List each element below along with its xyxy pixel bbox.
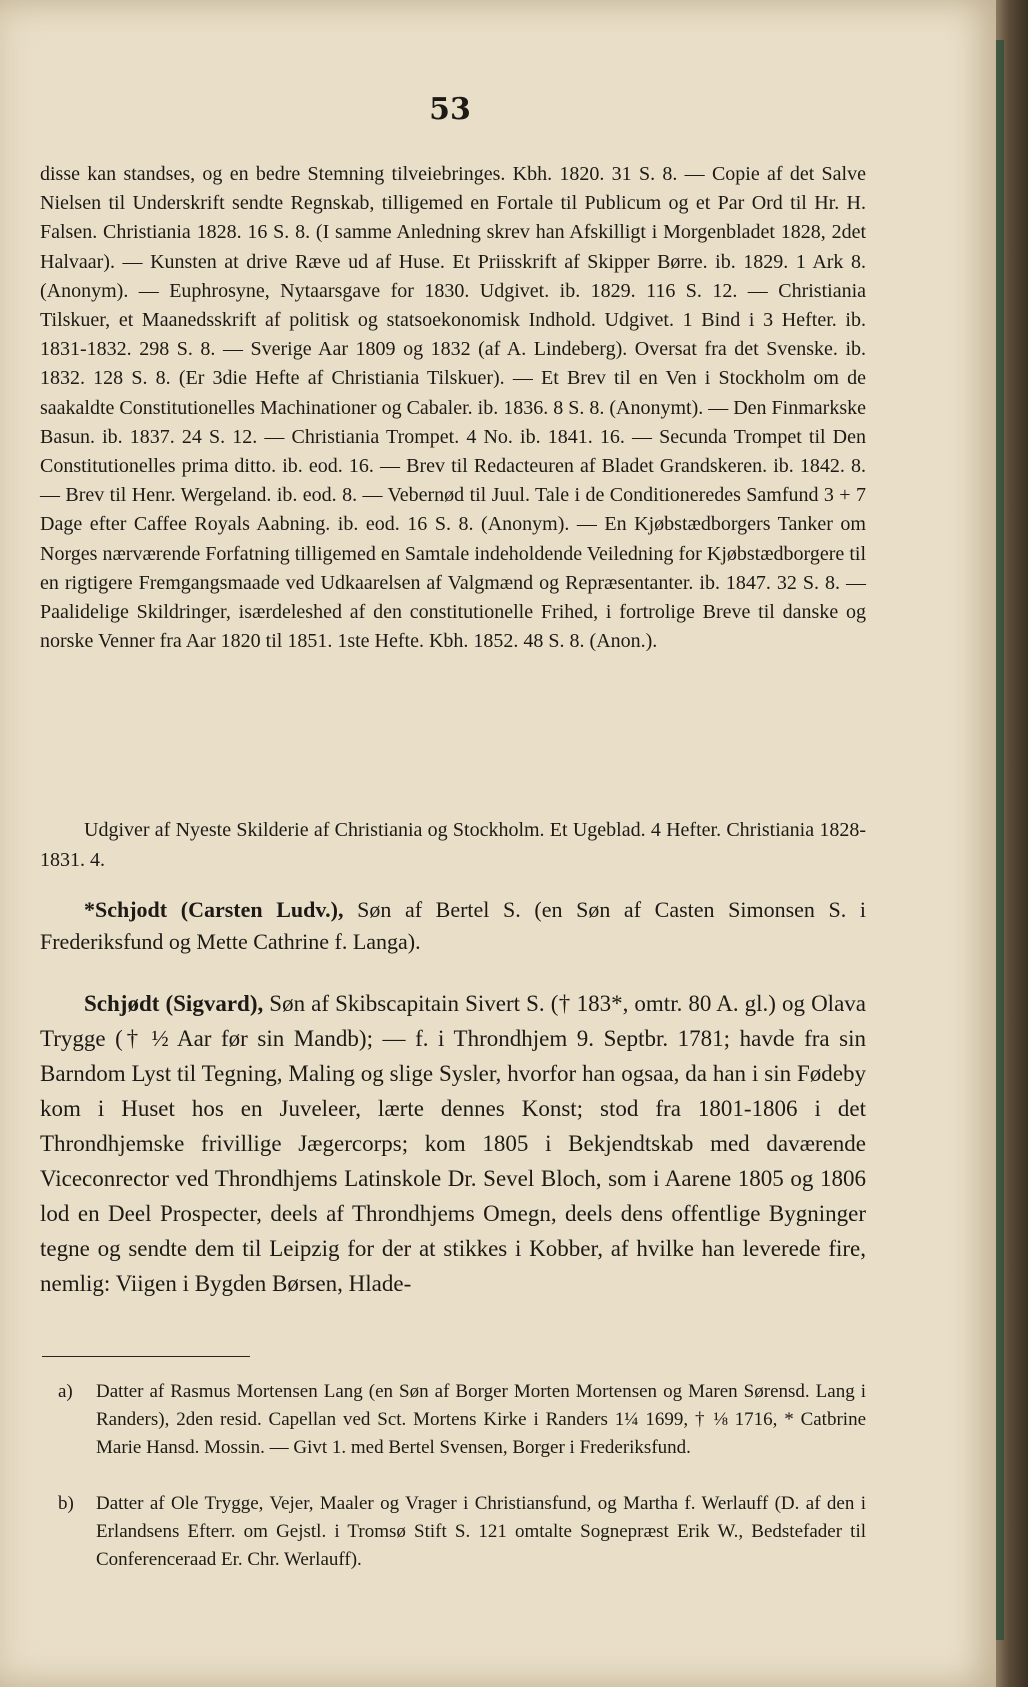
footnote-a-mark: a) bbox=[58, 1381, 73, 1402]
footnote-a bbox=[40, 1378, 866, 1462]
bibliography-text: disse kan standses, og en bedre Stemning tilveiebringes. Kbh. 1820. 31 S. 8. — Copie af det Salve Nielsen til Underskrift sendte Regnskab, tilligemed en Fortale til Publicum og et Par Ord til Hr. H. Falsen. Christiania 1828. 16 S. 8. (I samme Anledning skrev han Afskilligt i Morgenbladet 1828, 2det Halvaar). — Kunsten at drive Ræve ud af Huse. Et Priisskrift af Skipper Børre. ib. 1829. 1 Ark 8. (Anonym). — Euphrosyne, Nytaarsgave for 1830. Udgivet. ib. 1829. 116 S. 12. — Christiania Tilskuer, et Maanedsskrift af politisk og statsoekonomisk Indhold. Udgivet. 1 Bind i 3 Hefter. ib. 1831-1832. 298 S. 8. — Sverige Aar 1809 og 1832 (af A. Lindeberg). Oversat fra det Svenske. ib. 1832. 128 S. 8. (Er 3die Hefte af Christiania Tilskuer). — Et Brev til en Ven i Stockholm om de saakaldte Constitutionelles Machinationer og Cabaler. ib. 1836. 8 S. 8. (Anonymt). — Den Finmarkske Basun. ib. 1837. 24 S. 12. — Christiania Trompet. 4 No. ib. 1841. 16. — Secunda Trompet til Den Constitutionelles prima ditto. ib. eod. 16. — Brev til Redacteuren af Bladet Grandskeren. ib. 1842. 8. — Brev til Henr. Wergeland. ib. eod. 8. — Vebernød til Juul. Tale i de Conditioneredes Samfund 3 + 7 Dage efter Caffee Royals Aabning. ib. eod. 16 S. 8. (Anonym). — En Kjøbstædborgers Tanker om Norges nærværende Forfatning tilligemed en Samtale indeholdende Veiledning for Kjøbstædborgere til en rigtigere Fremgangsmaade ved Udkaarelsen af Valgmænd og Repræsentanter. ib. 1847. 32 S. 8. — Paalidelige Skildringer, isærdeleshed af den constitutionelle Frihed, i fortrolige Breve til danske og norske Venner fra Aar 1820 til 1851. 1ste Hefte. Kbh. 1852. 48 S. 8. (Anon.). bbox=[40, 163, 866, 653]
footnote-b-text: Datter af Ole Trygge, Vejer, Maaler og Vrager i Christiansfund, og Martha f. Werlauff (D. af den i Erlandsens Efterr. om Gejstl. i Tromsø Stift S. 121 omtalte Sognepræst Erik W., Bedstefader til Conferenceraad Er. Chr. Werlauff). bbox=[96, 1493, 866, 1570]
spine-strip bbox=[996, 40, 1004, 1640]
bibliography-paragraph bbox=[40, 160, 866, 656]
editor-text: Udgiver af Nyeste Skilderie af Christiania og Stockholm. Et Ugeblad. 4 Hefter. Christiania 1828-1831. 4. bbox=[40, 819, 866, 871]
entry-carsten bbox=[40, 894, 866, 958]
book-spine-edge bbox=[996, 0, 1028, 1687]
entry-carsten-heading: *Schjodt (Carsten Ludv.), bbox=[84, 897, 344, 922]
entry-sigvard bbox=[40, 986, 866, 1301]
editor-paragraph bbox=[40, 816, 866, 875]
entry-carsten-text: Søn af Bertel S. (en Søn af Casten Simonsen S. i Frederiksfund og Mette Cathrine f. Langa). bbox=[40, 897, 866, 954]
entry-sigvard-text: Søn af Skibscapitain Sivert S. († 183*, omtr. 80 A. gl.) og Olava Trygge († ½ Aar før sin Mandb); — f. i Throndhjem 9. Septbr. 1781; havde fra sin Barndom Lyst til Tegning, Maling og slige Sysler, hvorfor han ogsaa, da han i sin Fødeby kom i Huset hos en Juveleer, lærte dennes Konst; stod fra 1801-1806 i det Throndhjemske frivillige Jægercorps; kom 1805 i Bekjendtskab med daværende Viceconrector ved Throndhjems Latinskole Dr. Sevel Bloch, som i Aarene 1805 og 1806 lod en Deel Prospecter, deels af Throndhjems Omegn, deels dens offentlige Bygninger tegne og sendte dem til Leipzig for der at stikkes i Kobber, af hvilke han leverede fire, nemlig: Viigen i Bygden Børsen, Hlade- bbox=[40, 991, 866, 1296]
entry-sigvard-heading: Schjødt (Sigvard), bbox=[84, 991, 264, 1016]
footnote-b bbox=[40, 1490, 866, 1574]
footnote-divider bbox=[42, 1356, 250, 1357]
page-number: 53 bbox=[429, 92, 471, 127]
footnote-a-text: Datter af Rasmus Mortensen Lang (en Søn af Borger Morten Mortensen og Maren Sørensd. Lang i Randers), 2den resid. Capellan ved Sct. Mortens Kirke i Randers 1¼ 1699, † ⅛ 1716, * Catbrine Marie Hansd. Mossin. — Givt 1. med Bertel Svensen, Borger i Frederiksfund. bbox=[96, 1381, 866, 1458]
footnote-b-mark: b) bbox=[58, 1493, 74, 1514]
